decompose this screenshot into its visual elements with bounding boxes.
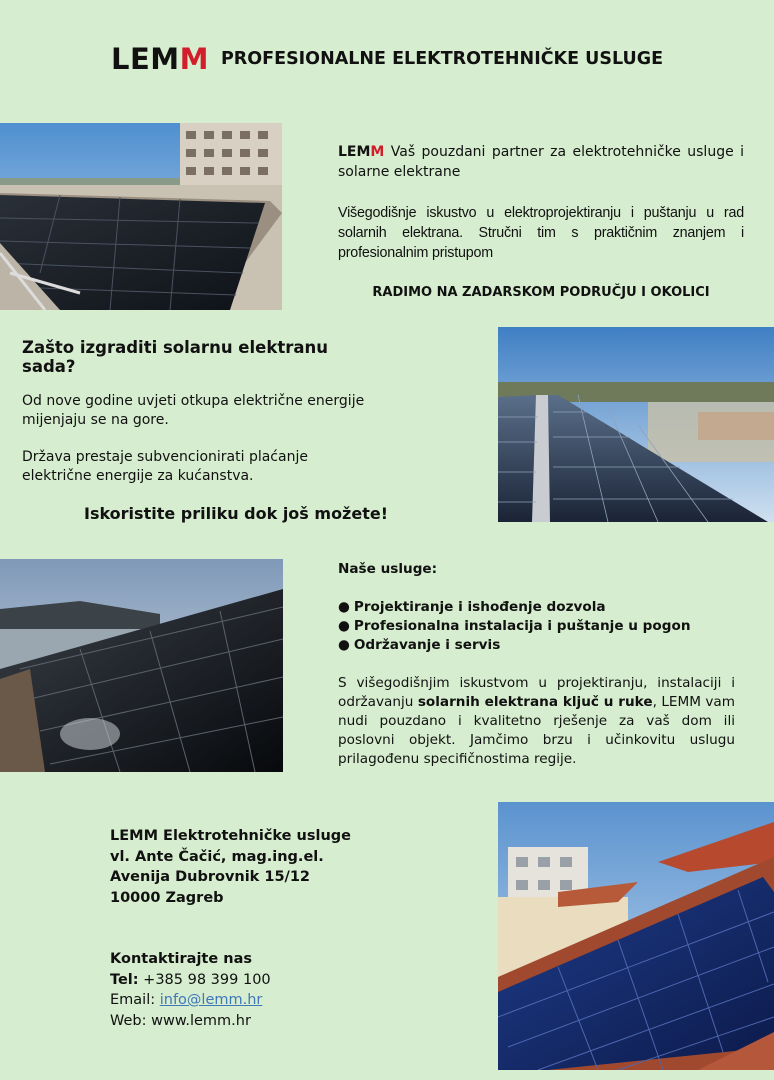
lead-logo-accent: M <box>370 144 385 160</box>
email-label: Email: <box>110 992 160 1008</box>
why-section <box>22 338 389 523</box>
logo-text: LEM <box>110 42 180 76</box>
web-label: Web: <box>110 1012 152 1029</box>
bullet-icon: ● <box>338 618 350 634</box>
email-line <box>110 990 410 1011</box>
intro-lead <box>338 142 744 182</box>
web-address: www.lemm.hr <box>151 1012 251 1029</box>
why-paragraph-2: Država prestaje subvencionirati plaćanje električne energije za kućanstva. <box>22 449 308 484</box>
street-address: Avenija Dubrovnik 15/12 <box>110 869 311 885</box>
service-label: Projektiranje i ishođenje dozvola <box>353 599 606 615</box>
email-link[interactable]: info@lemm.hr <box>159 992 263 1008</box>
call-to-action: Iskoristite priliku dok još možete! <box>83 504 389 523</box>
seaside-solar-photo <box>0 559 283 772</box>
experience-text: Višegodišnje iskustvo u elektroprojektiranju i puštanju u rad solarnih elektrana. Stručni tim s praktičnim znanjem i profesionalnim pristupom <box>338 205 744 261</box>
lead-logo: LEM <box>338 144 371 160</box>
tiled-roof-solar-photo <box>498 802 774 1070</box>
contact-heading: Kontaktirajte nas <box>110 951 252 967</box>
bullet-icon: ● <box>338 599 350 615</box>
list-item <box>338 636 735 655</box>
phone-line <box>110 970 410 991</box>
rooftop-solar-photo-2 <box>498 327 774 522</box>
list-item <box>338 598 735 617</box>
services-description <box>338 674 735 769</box>
desc-highlight: solarnih elektrana ključ u ruke <box>417 694 653 710</box>
rooftop-solar-photo-1 <box>0 123 282 310</box>
bullet-icon: ● <box>338 637 350 653</box>
why-paragraph-1: Od nove godine uvjeti otkupa električne energije mijenjaju se na gore. <box>22 393 365 428</box>
services-heading: Naše usluge: <box>338 561 438 577</box>
desc-part-2: , LEMM vam nudi pouzdano i kvalitetno rješenje za vaš dom ili poslovni objekt. Jamčimo brzu i učinkovitu uslugu prilagođenu specifičnostima regije. <box>338 694 735 767</box>
phone-number: +385 98 399 100 <box>138 971 271 988</box>
service-label: Održavanje i servis <box>353 637 501 653</box>
services-section <box>338 560 735 769</box>
list-item <box>338 617 735 636</box>
city-address: 10000 Zagreb <box>110 889 224 906</box>
why-heading: Zašto izgraditi solarnu elektranu sada? <box>22 338 328 376</box>
logo-accent: M <box>179 42 209 76</box>
owner-name: vl. Ante Čačić, mag.ing.el. <box>110 848 324 865</box>
service-label: Profesionalna instalacija i puštanje u pogon <box>353 618 691 634</box>
page-title: PROFESIONALNE ELEKTROTEHNIČKE USLUGE <box>220 49 664 69</box>
brand-logo <box>111 42 209 76</box>
intro-section <box>338 142 744 303</box>
region-text: RADIMO NA ZADARSKOM PODRUČJU I OKOLICI <box>372 285 710 300</box>
web-line <box>110 1011 410 1032</box>
company-name: LEMM Elektrotehničke usluge <box>110 828 352 844</box>
lead-text: Vaš pouzdani partner za elektrotehničke usluge i solarne elektrane <box>338 144 744 180</box>
services-list <box>338 598 735 655</box>
contact-section <box>110 826 410 1031</box>
page-header <box>0 42 774 76</box>
desc-part-1: S višegodišnjim iskustvom u projektiranju, instalaciji i održavanju <box>338 675 735 710</box>
phone-label: Tel: <box>110 971 139 988</box>
